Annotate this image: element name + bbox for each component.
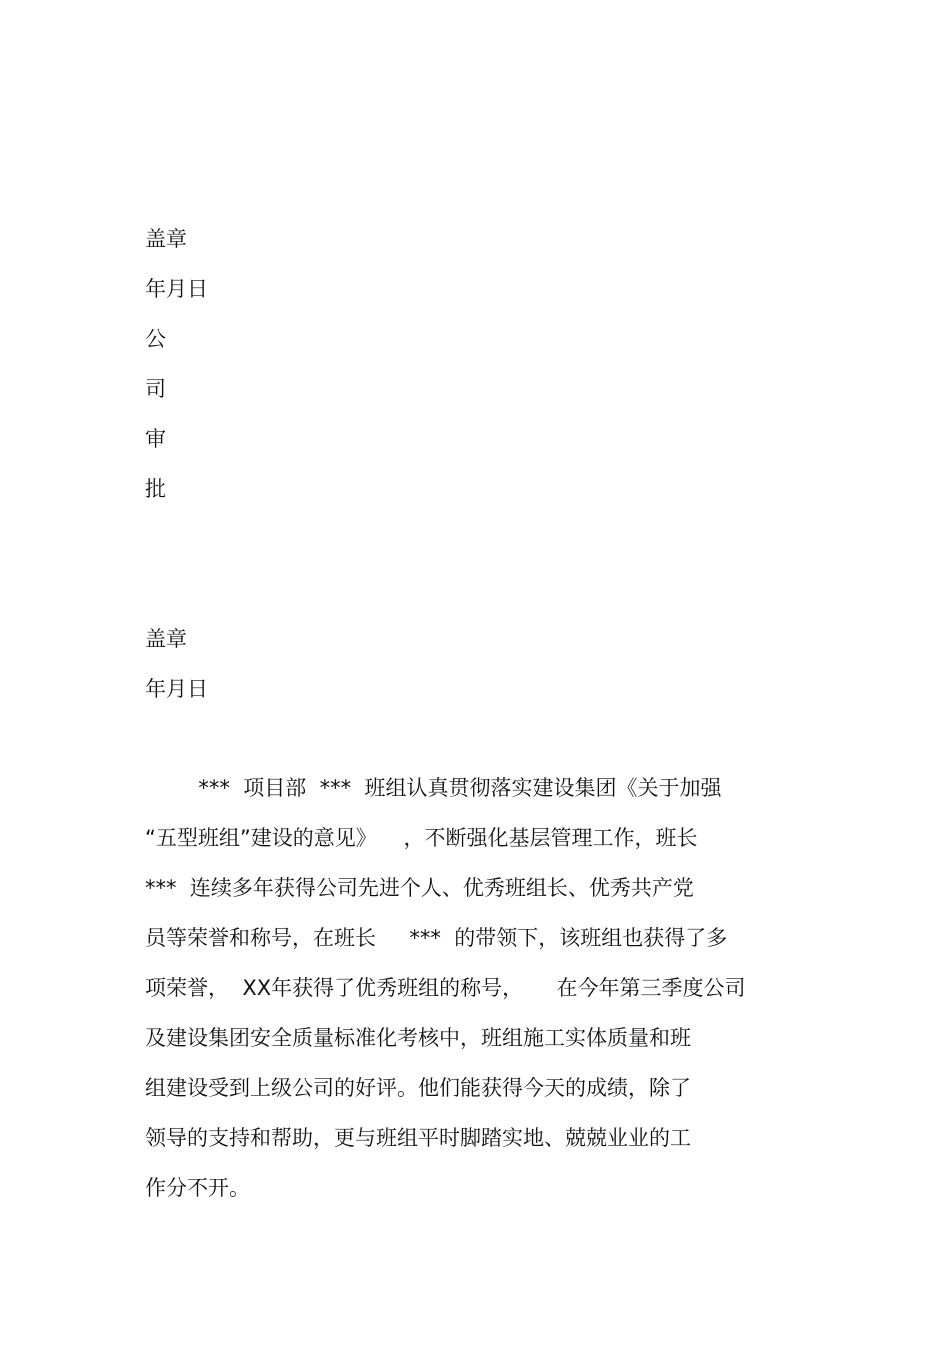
paragraph-line: 组建设受到上级公司的好评。他们能获得今天的成绩，除了 [145, 1076, 691, 1100]
vertical-label-char: 公 [145, 327, 166, 351]
vertical-label-char: 批 [145, 477, 166, 501]
paragraph-line: 作分不开。 [145, 1176, 250, 1200]
date-label: 年月日 [145, 277, 208, 301]
paragraph-line: 及建设集团安全质量标准化考核中，班组施工实体质量和班 [145, 1026, 691, 1050]
paragraph-line: 员等荣誉和称号，在班长 *** 的带领下，该班组也获得了多 [145, 926, 728, 950]
paragraph-line: *** 连续多年获得公司先进个人、优秀班组长、优秀共产党 [145, 876, 694, 900]
vertical-label-char: 审 [145, 427, 166, 451]
paragraph-line: *** 项目部 *** 班组认真贯彻落实建设集团《关于加强 [145, 776, 722, 800]
paragraph-line: 项荣誉， XX年获得了优秀班组的称号， 在今年第三季度公司 [145, 976, 746, 1000]
date-label: 年月日 [145, 677, 208, 701]
paragraph-line: 领导的支持和帮助，更与班组平时脚踏实地、兢兢业业的工 [145, 1126, 691, 1150]
vertical-label-char: 司 [145, 377, 166, 401]
seal-label: 盖章 [145, 227, 187, 251]
seal-label: 盖章 [145, 627, 187, 651]
paragraph-line: “五型班组”建设的意见》 ，不断强化基层管理工作，班长 [145, 826, 698, 850]
